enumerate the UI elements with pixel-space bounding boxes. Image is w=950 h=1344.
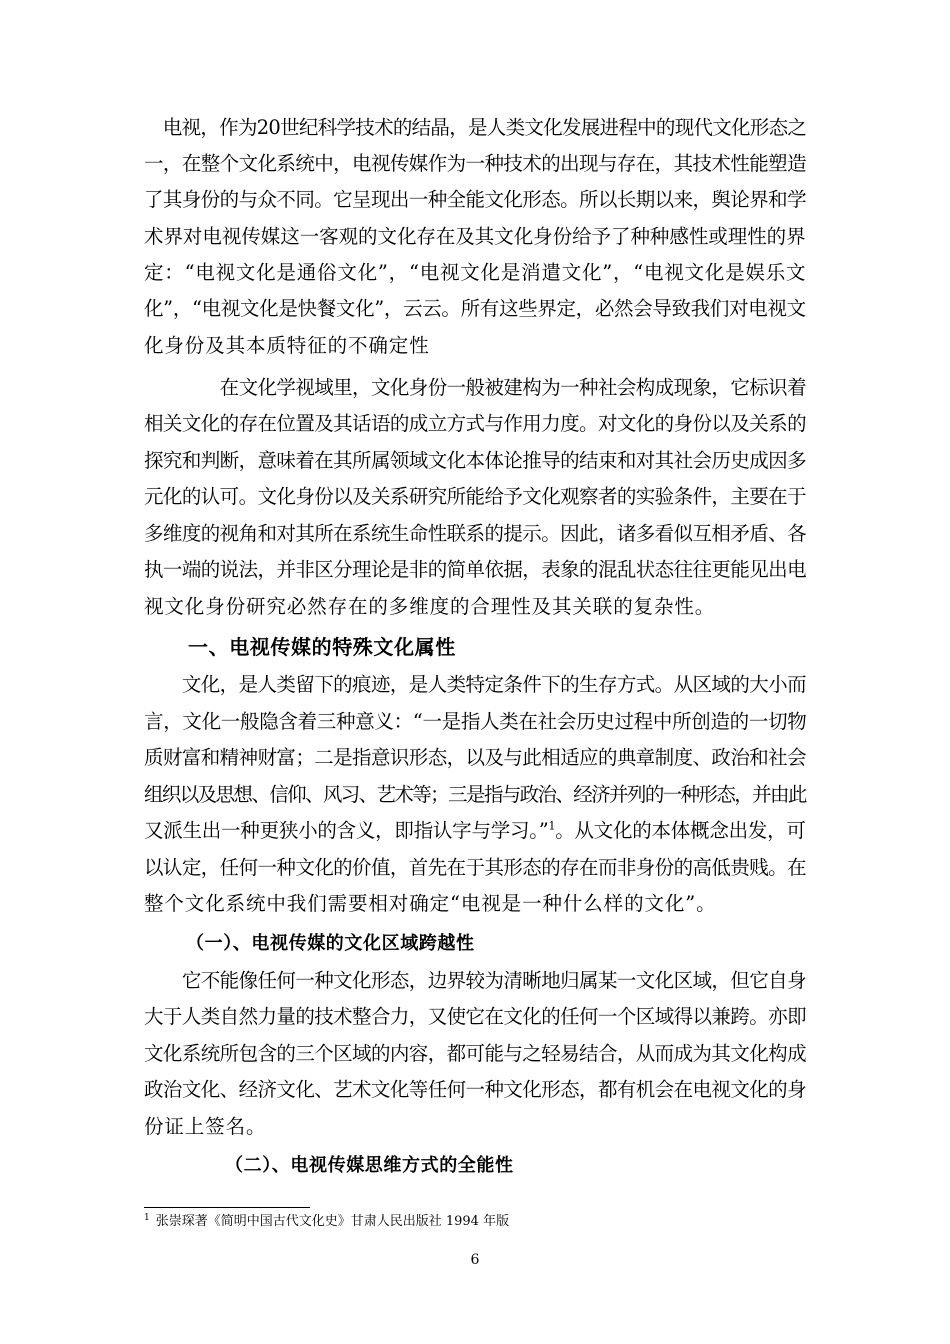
paragraph-line: 大于人类自然力量的技术整合力，又使它在文化的任何一个区域得以兼跨。亦即	[144, 1005, 807, 1028]
subsection-heading: （一）、电视传媒的文化区域跨越性	[186, 933, 475, 954]
footnote-mark: 1	[144, 1212, 150, 1223]
paragraph-line: 一，在整个文化系统中，电视传媒作为一种技术的出现与存在，其技术性能塑造	[144, 152, 807, 175]
paragraph-line: 探究和判断，意味着在其所属领域文化本体论推导的结束和对其社会历史成因多	[144, 449, 807, 472]
section-heading: 一、电视传媒的特殊文化属性	[188, 635, 456, 659]
paragraph-line: 它不能像任何一种文化形态，边界较为清晰地归属某一文化区域，但它自身	[144, 969, 807, 992]
paragraph-line: 质财富和精神财富；二是指意识形态，以及与此相适应的典章制度、政治和社会	[144, 746, 807, 769]
paragraph-line: 以认定，任何一种文化的价值，首先在于其形态的存在而非身份的高低贵贱。在	[144, 856, 807, 879]
paragraph-line: 文化，是人类留下的痕迹，是人类特定条件下的生存方式。从区域的大小而	[144, 673, 807, 696]
paragraph-line: 相关文化的存在位置及其话语的成立方式与作用力度。对文化的身份以及关系的	[144, 412, 807, 435]
paragraph-line: 政治文化、经济文化、艺术文化等任何一种文化形态，都有机会在电视文化的身	[144, 1078, 807, 1101]
paragraph-text: 。从文化的本体概念出发，可	[555, 819, 806, 842]
paragraph-line: 份证上签名。	[144, 1115, 267, 1138]
paragraph-line: 定：“电视文化是通俗文化”，“电视文化是消遣文化”，“电视文化是娱乐文	[144, 261, 807, 284]
page-number: 6	[470, 1252, 480, 1268]
paragraph-line: 电视，作为20世纪科学技术的结晶，是人类文化发展进程中的现代文化形态之	[144, 116, 807, 139]
paragraph-line: 执一端的说法，并非区分理论是非的简单依据，表象的混乱状态往往更能见出电	[144, 558, 807, 581]
paragraph-line: 言，文化一般隐含着三种意义：“一是指人类在社会历史过程中所创造的一切物	[144, 710, 807, 733]
paragraph-line: 组织以及思想、信仰、风习、艺术等；三是指与政治、经济并列的一种形态，并由此	[144, 783, 806, 806]
paragraph-line-with-footnote	[144, 819, 806, 843]
paragraph-line: 了其身份的与众不同。它呈现出一种全能文化形态。所以长期以来，舆论界和学	[144, 188, 807, 211]
paragraph-line: 元化的认可。文化身份以及关系研究所能给予文化观察者的实验条件，主要在于	[144, 485, 807, 508]
paragraph-text: 又派生出一种更狭小的含义，即指认字与学习。”	[144, 819, 549, 842]
paragraph-line: 化”，“电视文化是快餐文化”，云云。所有这些界定，必然会导致我们对电视文	[144, 297, 806, 320]
subsection-heading: （二）、电视传媒思维方式的全能性	[225, 1155, 514, 1176]
paragraph-line: 多维度的视角和对其所在系统生命性联系的提示。因此，诸多看似互相矛盾、各	[144, 522, 807, 545]
paragraph-line: 视文化身份研究必然存在的多维度的合理性及其关联的复杂性。	[144, 595, 716, 618]
paragraph-line: 文化系统所包含的三个区域的内容，都可能与之轻易结合，从而成为其文化构成	[144, 1042, 807, 1065]
footnote-separator	[144, 1207, 310, 1208]
footnote-text: 张崇琛著《简明中国古代文化史》甘肃人民出版社 1994 年版	[155, 1214, 510, 1229]
paragraph-line: 在文化学视域里，文化身份一般被建构为一种社会构成现象，它标识着	[144, 376, 807, 399]
footnote-reference: 1	[548, 819, 556, 833]
paragraph-line: 化身份及其本质特征的不确定性	[144, 334, 430, 357]
footnote	[144, 1213, 509, 1231]
paragraph-line: 术界对电视传媒这一客观的文化存在及其文化身份给予了种种感性或理性的界	[144, 225, 806, 248]
paragraph-line: 整个文化系统中我们需要相对确定“电视是一种什么样的文化”。	[144, 892, 717, 915]
